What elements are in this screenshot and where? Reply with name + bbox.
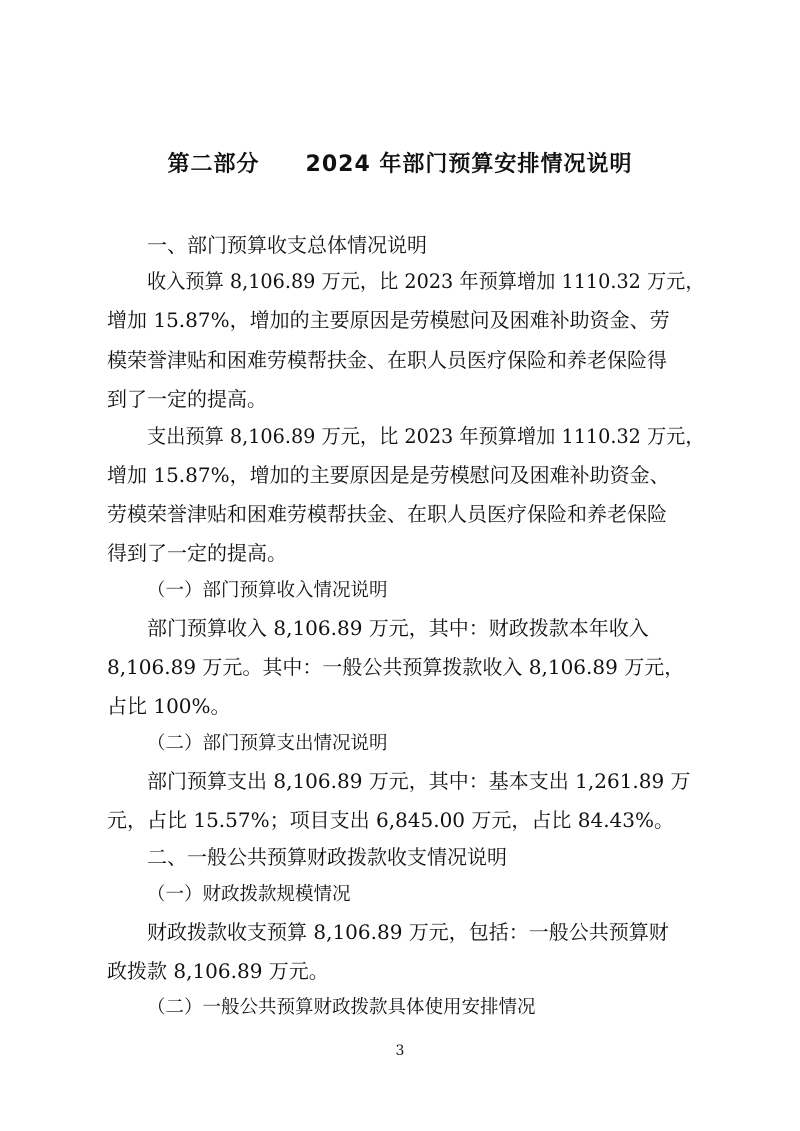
paragraph-line: 部门预算支出 8,106.89 万元，其中：基本支出 1,261.89 万 — [147, 769, 691, 793]
section-heading: 二、一般公共预算财政拨款收支情况说明 — [147, 845, 507, 869]
paragraph-line: 财政拨款收支预算 8,106.89 万元，包括：一般公共预算财 — [147, 920, 669, 944]
paragraph-line: 增加 15.87%，增加的主要原因是是劳模慰问及困难补助资金、 — [107, 463, 670, 487]
section-heading: 一、部门预算收支总体情况说明 — [147, 233, 427, 257]
paragraph-line: 占比 100%。 — [107, 694, 231, 718]
paragraph-line: 模荣誉津贴和困难劳模帮扶金、在职人员医疗保险和养老保险得 — [107, 348, 667, 372]
page-title: 第二部分 2024 年部门预算安排情况说明 — [167, 152, 633, 177]
subsection-heading: （二）一般公共预算财政拨款具体使用安排情况 — [147, 997, 536, 1018]
paragraph-line: 收入预算 8,106.89 万元，比 2023 年预算增加 1110.32 万元， — [147, 269, 705, 293]
paragraph-line: 得到了一定的提高。 — [107, 541, 287, 565]
subsection-heading: （二）部门预算支出情况说明 — [147, 733, 388, 754]
paragraph-line: 劳模荣誉津贴和困难劳模帮扶金、在职人员医疗保险和养老保险 — [107, 502, 667, 526]
subsection-heading: （一）财政拨款规模情况 — [147, 884, 351, 905]
page-number: 3 — [395, 1043, 405, 1059]
paragraph-line: 元，占比 15.57%；项目支出 6,845.00 万元，占比 84.43%。 — [107, 808, 675, 832]
paragraph-line: 增加 15.87%，增加的主要原因是劳模慰问及困难补助资金、劳 — [107, 308, 670, 332]
paragraph-line: 政拨款 8,106.89 万元。 — [107, 959, 329, 983]
subsection-heading: （一）部门预算收入情况说明 — [147, 580, 388, 601]
paragraph-line: 到了一定的提高。 — [107, 387, 267, 411]
paragraph-line: 8,106.89 万元。其中：一般公共预算拨款收入 8,106.89 万元， — [107, 655, 685, 679]
paragraph-line: 部门预算收入 8,106.89 万元，其中：财政拨款本年收入 — [147, 616, 649, 640]
paragraph-line: 支出预算 8,106.89 万元，比 2023 年预算增加 1110.32 万元， — [147, 424, 705, 448]
